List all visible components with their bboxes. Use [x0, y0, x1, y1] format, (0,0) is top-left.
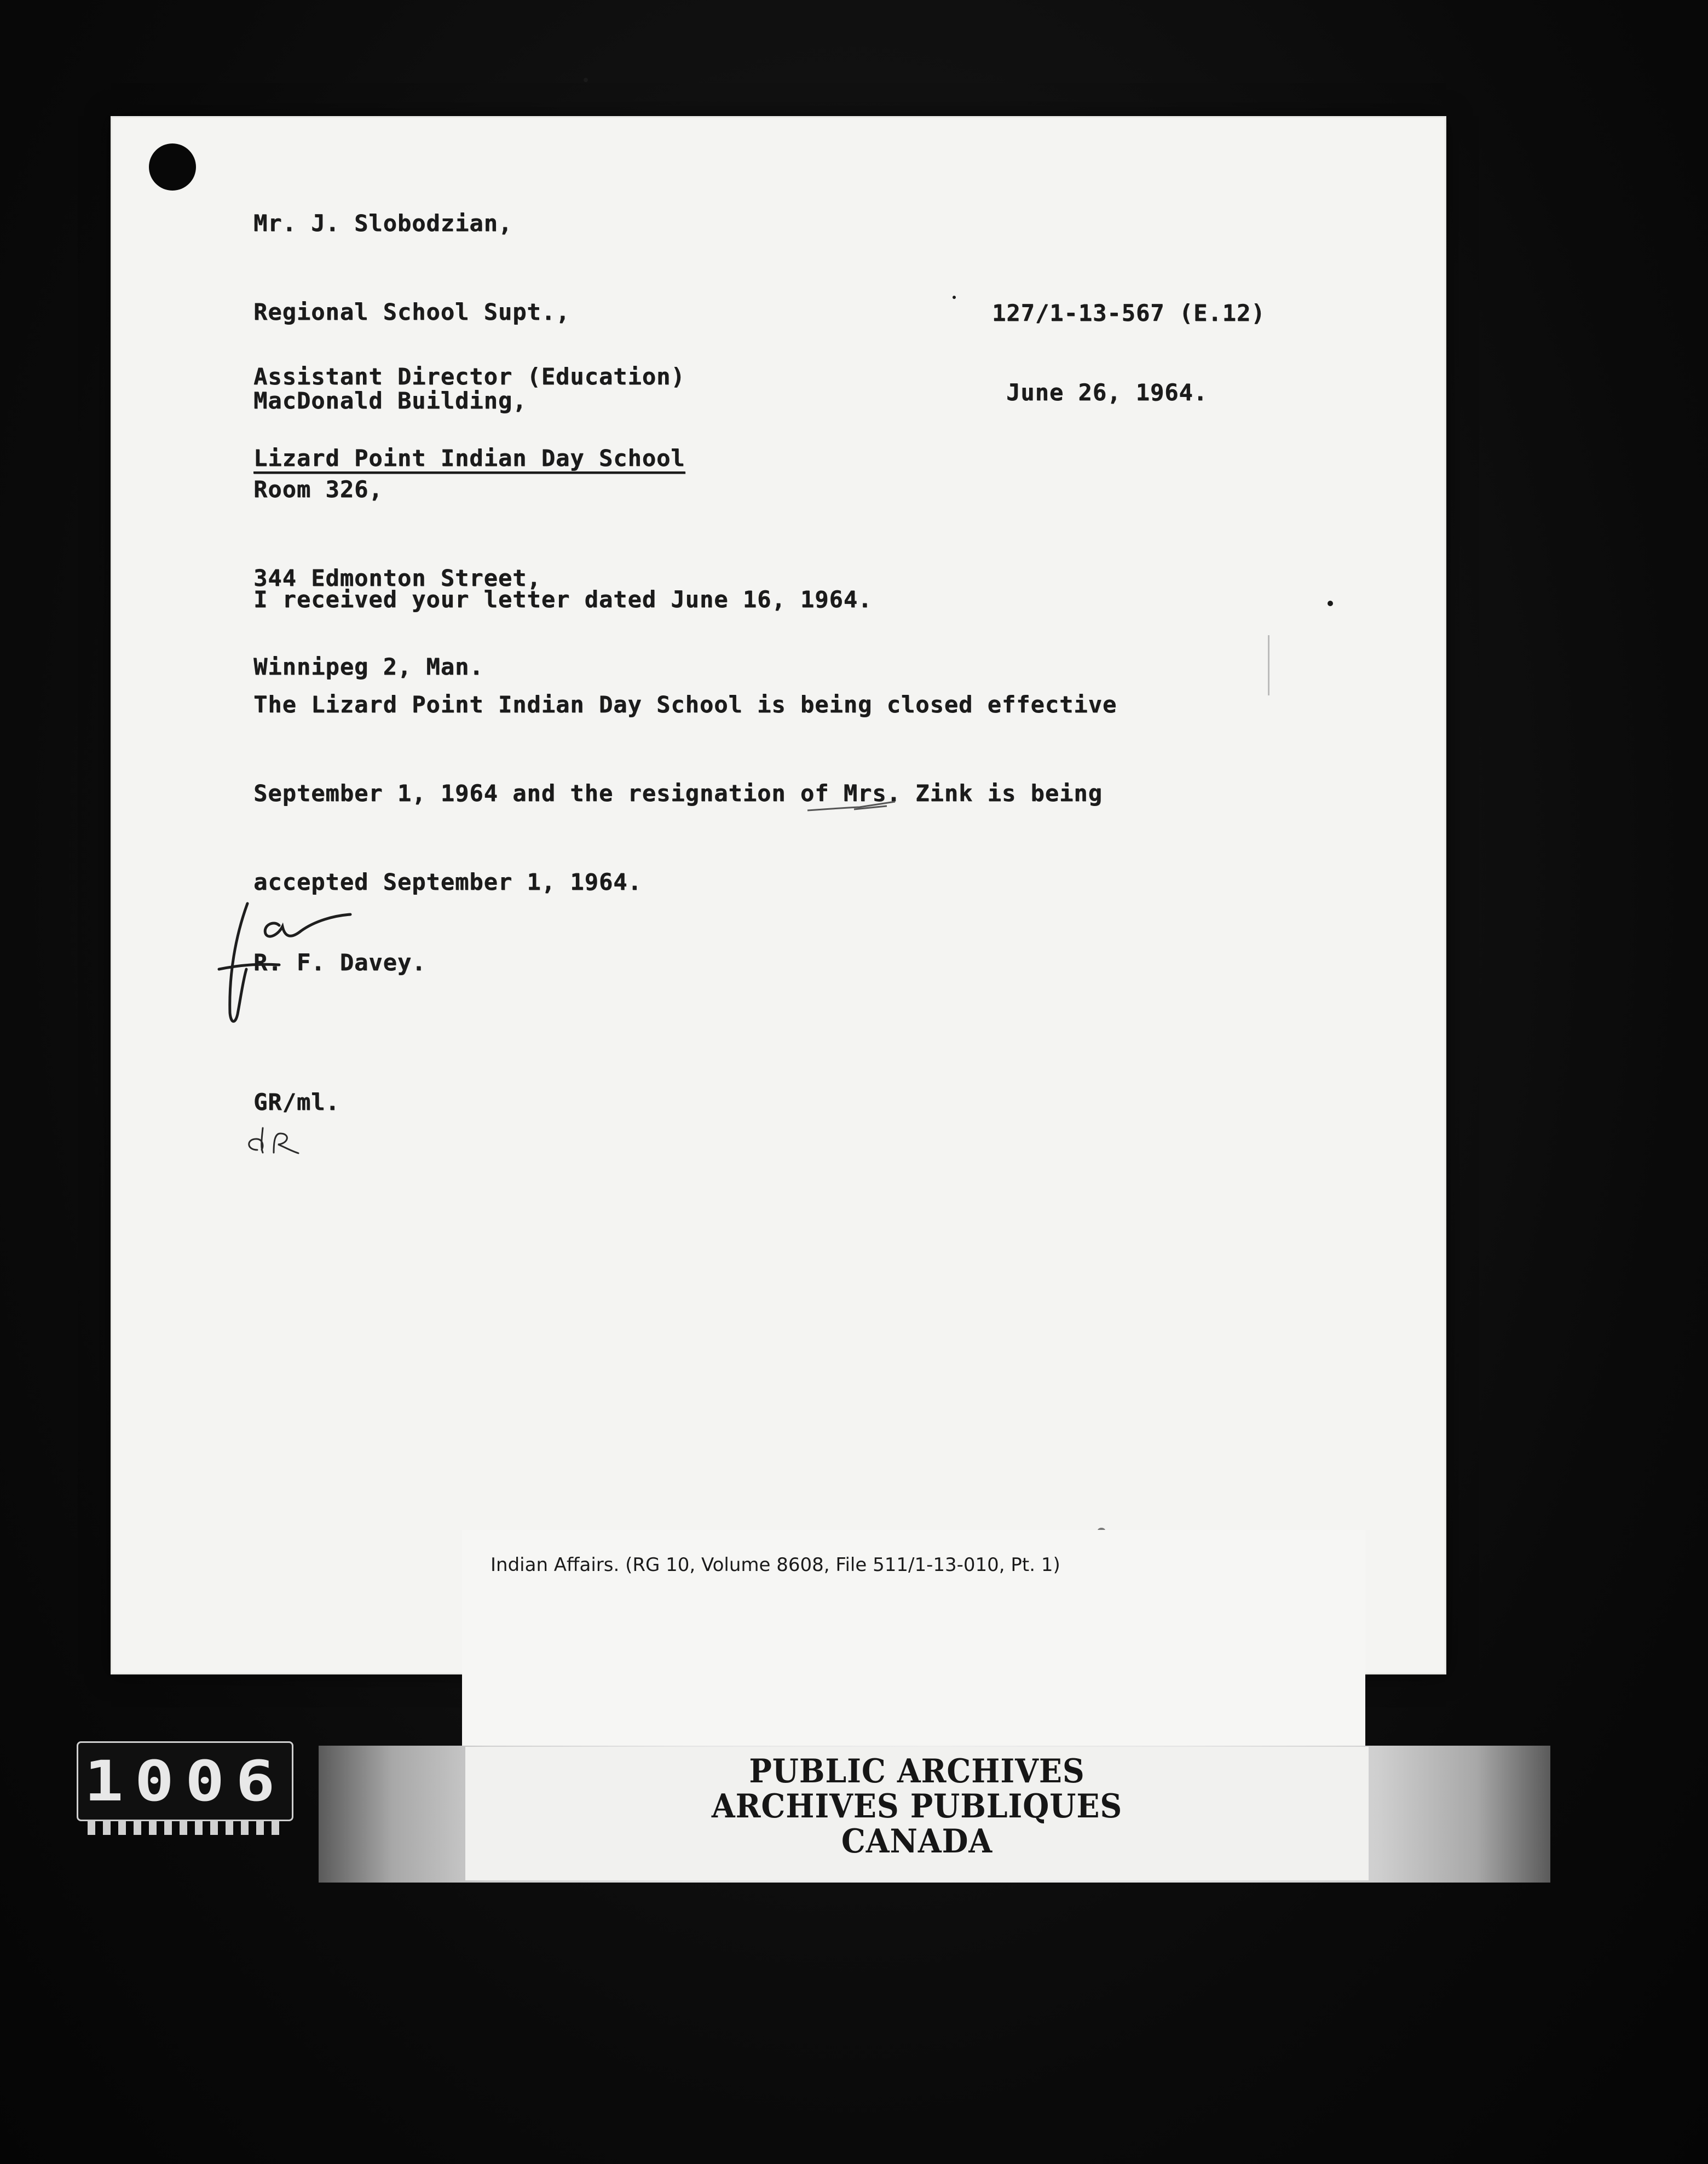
- body-paragraph-2: [253, 631, 1117, 926]
- frame-counter-digits: 1006: [84, 1748, 286, 1814]
- signatory-name: R. F. Davey.: [253, 949, 426, 976]
- frame-counter: [77, 1741, 293, 1821]
- file-reference: 127/1-13-567 (E.12): [992, 300, 1266, 326]
- paragraph-line: The Lizard Point Indian Day School is being closed effective: [253, 691, 1117, 718]
- paragraph-line: accepted September 1, 1964.: [253, 868, 642, 895]
- frame-counter-ticks: [88, 1821, 279, 1835]
- address-line: Regional School Supt.,: [253, 298, 570, 325]
- stamp-line: PUBLIC ARCHIVES: [749, 1752, 1085, 1791]
- sender-title: Assistant Director (Education): [253, 363, 685, 390]
- stamp-line: ARCHIVES PUBLIQUES: [711, 1787, 1123, 1826]
- paragraph-line: September 1, 1964 and the resignation of Mrs. Zink is being: [253, 780, 1103, 807]
- address-line: MacDonald Building,: [253, 387, 527, 414]
- body-paragraph-1: I received your letter dated June 16, 1964.: [253, 586, 873, 613]
- stamp-line: CANADA: [841, 1822, 993, 1861]
- pen-stroke-mark: [805, 794, 898, 816]
- handwritten-initials-icon: [241, 1117, 307, 1161]
- archive-reference: Indian Affairs. (RG 10, Volume 8608, File 511/1-13-010, Pt. 1): [491, 1554, 1060, 1576]
- subject-line: Lizard Point Indian Day School: [253, 445, 685, 471]
- public-archives-stamp: [465, 1754, 1369, 1859]
- letter-date: June 26, 1964.: [1006, 379, 1208, 406]
- scan-line-mark: [1268, 635, 1270, 695]
- address-line: 344 Edmonton Street,: [253, 565, 541, 591]
- dust-speck: [1328, 601, 1333, 606]
- dust-speck: [953, 296, 956, 299]
- address-line: Mr. J. Slobodzian,: [253, 210, 513, 237]
- punch-hole-mark: [149, 143, 196, 191]
- address-line: Room 326,: [253, 476, 383, 503]
- dust-speck: [584, 78, 588, 82]
- recipient-address: [253, 149, 570, 711]
- address-line: Winnipeg 2, Man.: [253, 653, 484, 680]
- typist-initials: GR/ml.: [253, 1089, 340, 1115]
